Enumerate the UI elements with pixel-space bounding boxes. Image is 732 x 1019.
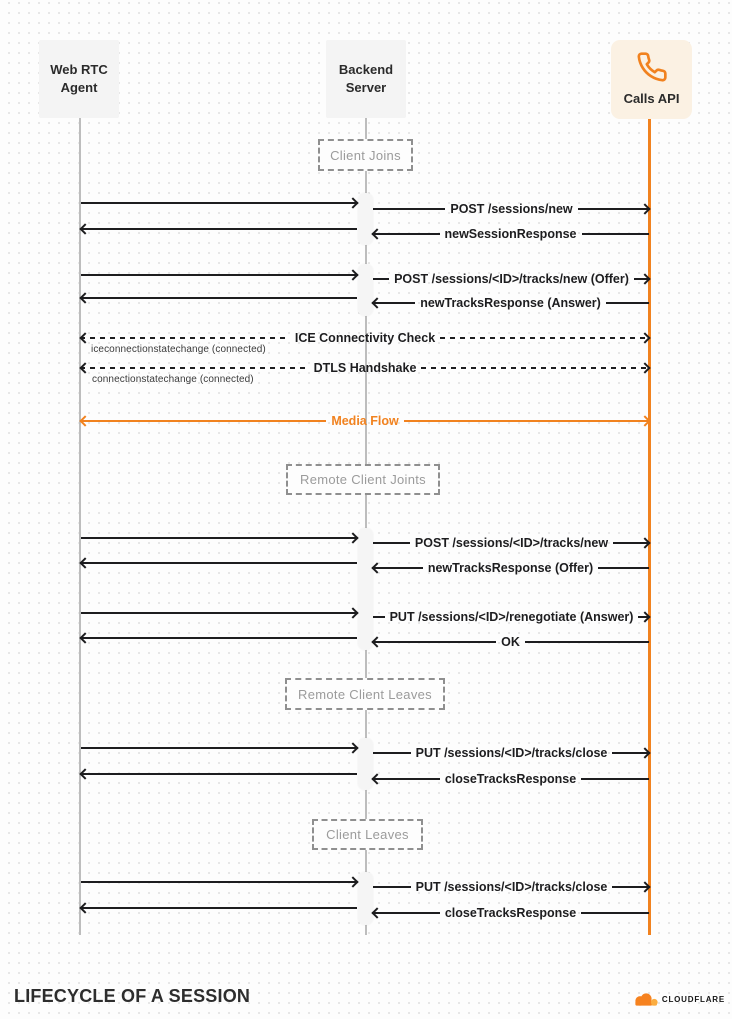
arrowhead-right-icon <box>347 876 358 887</box>
arrow-line <box>81 274 358 276</box>
arrow-line <box>80 637 357 639</box>
message-label: PUT /sessions/<ID>/tracks/close <box>415 879 608 894</box>
actor-backend-server <box>326 40 406 118</box>
arrow-line <box>440 337 650 339</box>
message-agent-to-backend <box>81 268 357 282</box>
message-sublabel: iceconnectionstatechange (connected) <box>91 344 266 355</box>
arrowhead-left-icon <box>79 632 90 643</box>
activation-bar <box>358 193 373 245</box>
arrow-line <box>373 886 411 888</box>
message-media-flow <box>81 414 649 428</box>
message-label: newTracksResponse (Offer) <box>427 560 594 575</box>
arrow-line <box>373 208 445 210</box>
arrowhead-right-icon <box>639 747 650 758</box>
message-agent-to-backend <box>81 196 357 210</box>
actor-label <box>339 61 393 97</box>
actor-calls-api <box>611 40 692 119</box>
arrowhead-left-icon <box>371 907 382 918</box>
cloudflare-cloud-logo-icon <box>632 991 659 1008</box>
arrowhead-left-icon <box>371 228 382 239</box>
arrow-line <box>80 420 326 422</box>
message-api-to-backend <box>373 561 649 575</box>
arrow-line <box>81 612 358 614</box>
message-label: ICE Connectivity Check <box>294 330 436 345</box>
arrowhead-left-icon <box>79 362 90 373</box>
arrowhead-left-icon <box>79 223 90 234</box>
arrowhead-right-icon <box>347 269 358 280</box>
message-label: PUT /sessions/<ID>/renegotiate (Answer) <box>389 609 634 624</box>
arrowhead-right-icon <box>639 362 650 373</box>
actor-label <box>50 61 108 97</box>
actor-webrtc-agent <box>39 40 119 118</box>
arrowhead-left-icon <box>79 292 90 303</box>
message-label: POST /sessions/new <box>450 201 573 216</box>
section-remote-client-leaves <box>285 678 445 710</box>
arrow-line <box>81 537 358 539</box>
message-backend-to-agent <box>81 222 357 236</box>
arrowhead-right-icon <box>639 537 650 548</box>
arrowhead-left-icon <box>371 297 382 308</box>
actor-label-line2: Server <box>345 80 387 95</box>
message-backend-to-api <box>373 746 649 760</box>
arrowhead-left-icon <box>79 902 90 913</box>
message-label: POST /sessions/<ID>/tracks/new <box>414 535 609 550</box>
message-api-to-backend <box>373 772 649 786</box>
arrow-line <box>373 278 389 280</box>
arrowhead-left-icon <box>79 768 90 779</box>
message-agent-to-backend <box>81 875 357 889</box>
message-api-to-backend <box>373 227 649 241</box>
activation-bar <box>358 872 373 925</box>
phone-icon <box>636 51 668 83</box>
lifeline-webrtc-agent <box>79 118 81 935</box>
actor-label-line1: Web RTC <box>50 61 108 77</box>
section-client-joins <box>318 139 413 171</box>
arrowhead-left-icon <box>79 332 90 343</box>
section-label: Client Joins <box>330 147 401 163</box>
arrow-line <box>80 228 357 230</box>
message-backend-to-agent <box>81 291 357 305</box>
arrow-line <box>525 641 649 643</box>
arrow-line <box>373 616 385 618</box>
arrowhead-right-icon <box>347 742 358 753</box>
message-api-to-backend <box>373 906 649 920</box>
arrow-line <box>581 778 649 780</box>
page-title: LIFECYCLE OF A SESSION <box>14 986 251 1006</box>
arrowhead-right-icon <box>347 607 358 618</box>
arrow-line <box>80 773 357 775</box>
message-label: Media Flow <box>331 413 399 428</box>
arrowhead-left-icon <box>79 557 90 568</box>
section-label: Client Leaves <box>326 827 409 842</box>
message-label: DTLS Handshake <box>313 360 417 375</box>
arrowhead-left-icon <box>371 636 382 647</box>
arrow-line <box>606 302 649 304</box>
arrow-line <box>81 881 358 883</box>
arrowhead-right-icon <box>639 881 650 892</box>
message-backend-to-agent <box>81 556 357 570</box>
activation-bar <box>358 738 373 790</box>
arrow-line <box>80 562 357 564</box>
message-label: closeTracksResponse <box>444 905 577 920</box>
message-sublabel: connectionstatechange (connected) <box>92 374 254 385</box>
arrowhead-right-icon <box>347 197 358 208</box>
arrow-line <box>81 747 358 749</box>
message-backend-to-api <box>373 536 649 550</box>
message-backend-to-api <box>373 202 649 216</box>
message-backend-to-api <box>373 880 649 894</box>
arrow-line <box>373 542 410 544</box>
message-label: newSessionResponse <box>444 226 577 241</box>
arrow-line <box>373 752 411 754</box>
arrow-line <box>372 641 496 643</box>
actor-label: Calls API <box>623 91 680 106</box>
message-api-to-backend <box>373 635 649 649</box>
arrowhead-right-icon <box>639 611 650 622</box>
message-label: POST /sessions/<ID>/tracks/new (Offer) <box>394 271 629 286</box>
section-client-leaves <box>312 819 423 850</box>
cloudflare-brand <box>632 991 725 1008</box>
section-label: Remote Client Leaves <box>298 686 432 702</box>
activation-bar <box>358 264 373 316</box>
message-dtls-handshake <box>81 361 649 375</box>
message-backend-to-agent <box>81 767 357 781</box>
arrow-line <box>581 912 649 914</box>
message-agent-to-backend <box>81 741 357 755</box>
section-remote-client-joins <box>286 464 440 495</box>
arrowhead-left-icon <box>371 562 382 573</box>
activation-bar <box>358 528 373 650</box>
message-agent-to-backend <box>81 531 357 545</box>
message-backend-to-agent <box>81 631 357 645</box>
arrowhead-right-icon <box>639 203 650 214</box>
arrow-line <box>80 337 290 339</box>
arrow-line <box>404 420 650 422</box>
message-label: OK <box>501 634 520 649</box>
message-backend-to-api <box>373 610 649 624</box>
message-agent-to-backend <box>81 606 357 620</box>
arrow-line <box>598 567 649 569</box>
brand-text: CLOUDFLARE <box>661 995 725 1004</box>
arrow-line <box>80 367 309 369</box>
arrow-line <box>421 367 650 369</box>
arrowhead-right-icon <box>639 332 650 343</box>
section-label: Remote Client Joints <box>300 472 426 487</box>
arrowhead-right-icon <box>347 532 358 543</box>
arrow-line <box>80 297 357 299</box>
arrow-line <box>582 233 650 235</box>
arrowhead-left-icon <box>371 773 382 784</box>
message-label: newTracksResponse (Answer) <box>420 295 601 310</box>
message-backend-to-agent <box>81 901 357 915</box>
actor-label-line2: Agent <box>60 80 98 95</box>
arrow-line <box>81 202 358 204</box>
arrowhead-right-icon <box>639 273 650 284</box>
message-backend-to-api <box>373 272 649 286</box>
arrowhead-left-icon <box>79 415 90 426</box>
arrow-line <box>80 907 357 909</box>
arrowhead-right-icon <box>639 415 650 426</box>
actor-label-line1: Backend <box>338 61 394 77</box>
message-ice-connectivity-check <box>81 331 649 345</box>
message-api-to-backend <box>373 296 649 310</box>
message-label: PUT /sessions/<ID>/tracks/close <box>415 745 608 760</box>
message-label: closeTracksResponse <box>444 771 577 786</box>
